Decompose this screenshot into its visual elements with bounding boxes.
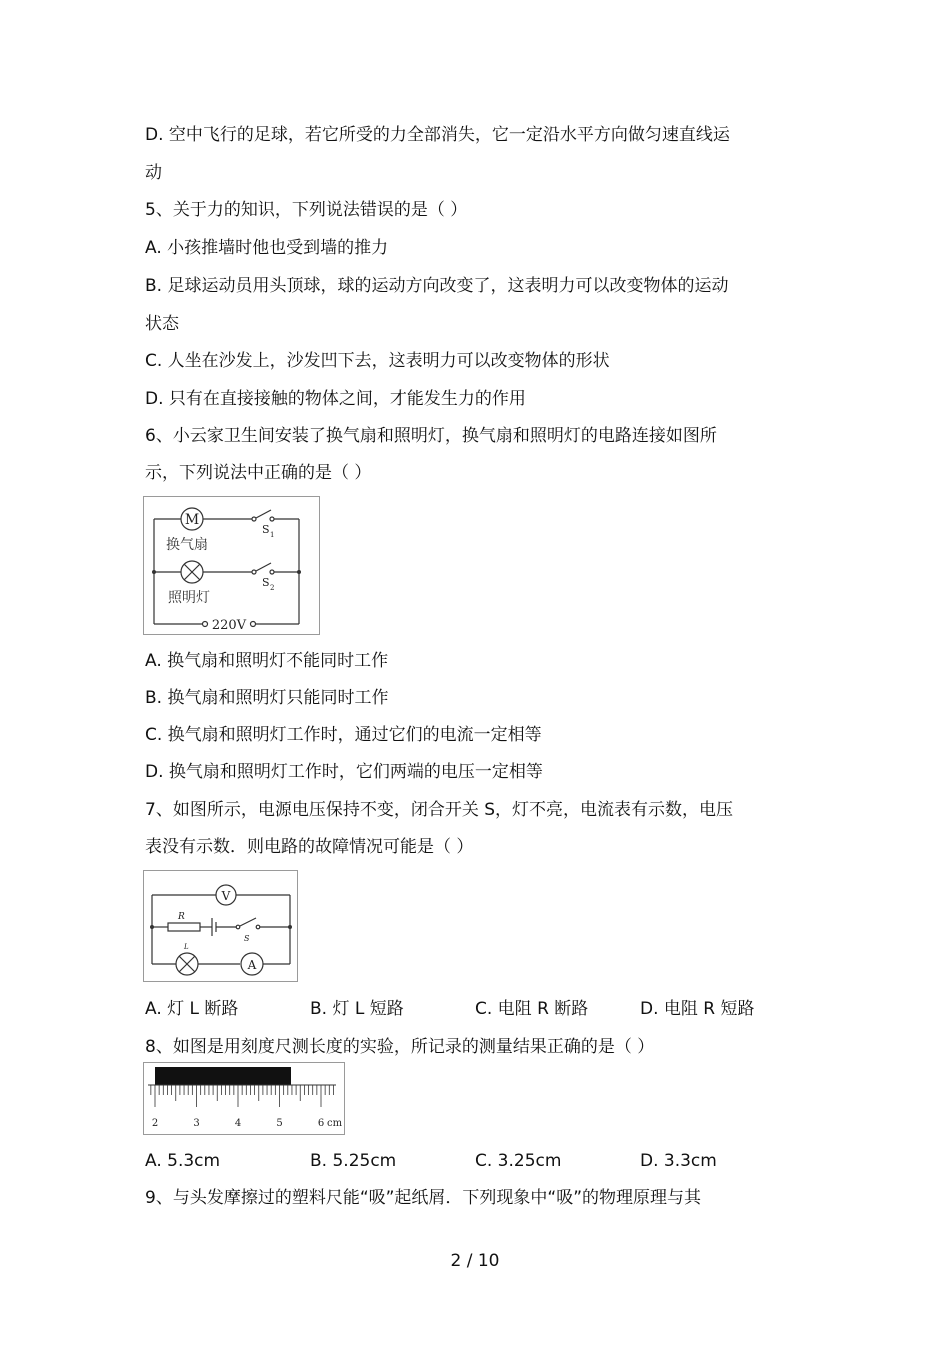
ruler-tick-label: 2 — [151, 1118, 159, 1129]
ruler-tick-label: 4 — [234, 1118, 242, 1129]
switch-label: S — [244, 934, 250, 943]
junction-dot — [288, 925, 292, 929]
voltmeter-symbol: V — [221, 889, 231, 903]
parallel-circuit-diagram — [144, 497, 319, 634]
q6-option-a: A. 换气扇和照明灯不能同时工作 — [145, 651, 389, 671]
junction-dot — [152, 570, 156, 574]
q8-option-c: C. 3.25cm — [475, 1151, 562, 1171]
resistor-label: R — [178, 912, 185, 922]
ruler-tick-label: 3 — [193, 1118, 200, 1129]
q9-stem-line1: 9、与头发摩擦过的塑料尺能“吸”起纸屑．下列现象中“吸”的物理原理与其 — [145, 1188, 702, 1208]
fan-label: 换气扇 — [166, 537, 208, 553]
q8-option-a: A. 5.3cm — [145, 1151, 221, 1171]
q8-option-b: B. 5.25cm — [310, 1151, 397, 1171]
lamp-label: 照明灯 — [168, 590, 210, 606]
q7-circuit-figure — [143, 870, 298, 982]
q7-stem-line1: 7、如图所示，电源电压保持不变，闭合开关 S，灯不亮，电流表有示数，电压 — [145, 800, 734, 820]
q6-option-d: D. 换气扇和照明灯工作时，它们两端的电压一定相等 — [145, 762, 543, 782]
q6-option-c: C. 换气扇和照明灯工作时，通过它们的电流一定相等 — [145, 725, 542, 745]
q4-option-d-line1: D. 空中飞行的足球，若它所受的力全部消失，它一定沿水平方向做匀速直线运 — [145, 125, 730, 145]
q5-option-a: A. 小孩推墙时他也受到墙的推力 — [145, 238, 389, 258]
switch-s1-subscript: 1 — [270, 531, 275, 539]
junction-dot — [150, 925, 154, 929]
lamp-label: L — [184, 943, 189, 951]
ruler-unit: cm — [327, 1118, 343, 1129]
q7-option-d: D. 电阻 R 短路 — [640, 999, 755, 1019]
q6-stem-line1: 6、小云家卫生间安装了换气扇和照明灯，换气扇和照明灯的电路连接如图所 — [145, 426, 717, 446]
q6-circuit-figure — [143, 496, 320, 635]
q4-option-d-line2: 动 — [145, 163, 162, 183]
q7-option-c: C. 电阻 R 断路 — [475, 999, 589, 1019]
q5-option-b-line2: 状态 — [145, 314, 179, 334]
q7-option-a: A. 灯 L 断路 — [145, 999, 239, 1019]
switch-s1-label: S — [262, 523, 270, 536]
fault-circuit-diagram — [144, 871, 297, 981]
q5-option-b-line1: B. 足球运动员用头顶球，球的运动方向改变了，这表明力可以改变物体的运动 — [145, 276, 729, 296]
q5-stem: 5、关于力的知识，下列说法错误的是（ ） — [145, 200, 468, 220]
q5-option-c: C. 人坐在沙发上，沙发凹下去，这表明力可以改变物体的形状 — [145, 351, 610, 371]
motor-symbol: M — [184, 512, 200, 528]
switch-s2-label: S — [262, 576, 270, 589]
q7-stem-line2: 表没有示数．则电路的故障情况可能是（ ） — [145, 837, 474, 857]
ruler-diagram — [144, 1063, 344, 1134]
switch-s2-subscript: 2 — [270, 584, 275, 592]
q6-stem-line2: 示，下列说法中正确的是（ ） — [145, 463, 372, 483]
q8-stem: 8、如图是用刻度尺测长度的实验，所记录的测量结果正确的是（ ） — [145, 1037, 655, 1057]
measured-object — [155, 1067, 291, 1085]
q8-option-d: D. 3.3cm — [640, 1151, 717, 1171]
ammeter-symbol: A — [247, 958, 257, 972]
ruler-tick-label: 6 — [317, 1118, 325, 1129]
q5-option-d: D. 只有在直接接触的物体之间，才能发生力的作用 — [145, 389, 526, 409]
q7-option-b: B. 灯 L 短路 — [310, 999, 404, 1019]
voltage-label: 220V — [211, 618, 247, 633]
q8-ruler-figure — [143, 1062, 345, 1135]
page-number: 2 / 10 — [450, 1251, 500, 1271]
q6-option-b: B. 换气扇和照明灯只能同时工作 — [145, 688, 389, 708]
ruler-tick-label: 5 — [276, 1118, 283, 1129]
junction-dot — [297, 570, 301, 574]
